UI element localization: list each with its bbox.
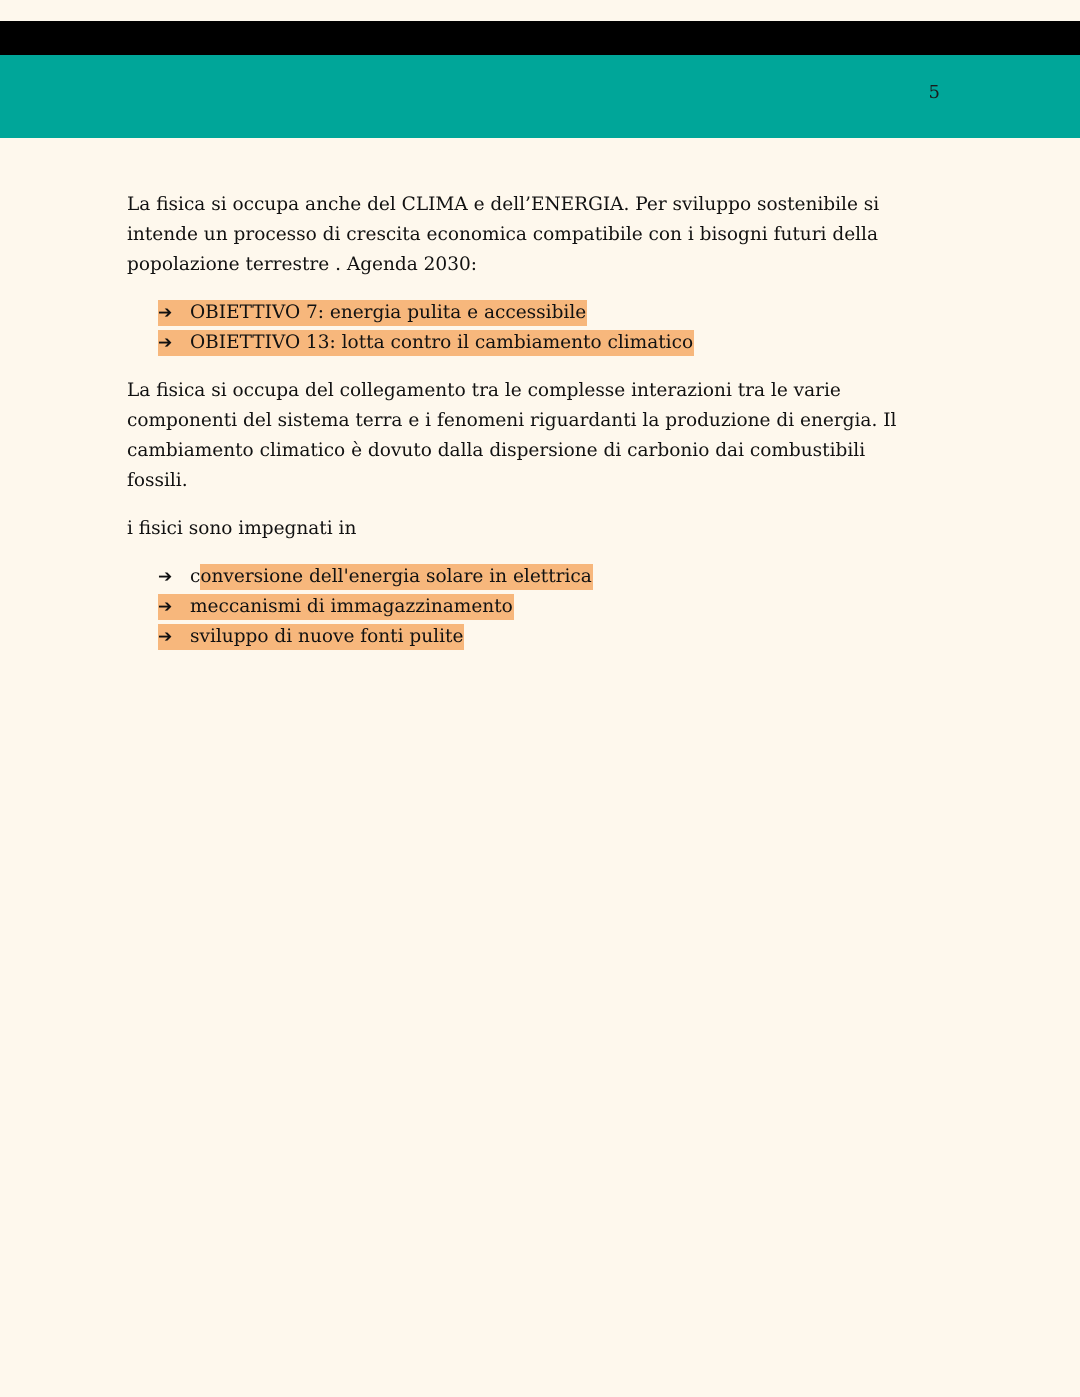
highlight (158, 330, 694, 356)
page-number: 5 (928, 82, 940, 103)
arrow-icon: ➔ (158, 597, 173, 617)
list-item (158, 562, 927, 592)
middle-paragraph: La fisica si occupa del collegamento tra le complesse interazioni tra le varie componenti del sistema terra e i fenomeni riguardanti la produzione di energia. Il cambiamento climatico è dovuto dalla dispersione di carbonio dai combustibili fossili. (127, 380, 897, 491)
agenda-goals-list (127, 298, 927, 358)
highlight (158, 594, 514, 620)
activity-first-letter: c (190, 566, 201, 587)
intro-paragraph: La fisica si occupa anche del CLIMA e dell’ENERGIA. Per sviluppo sostenibile si intende un processo di crescita economica compatibile con i bisogni futuri della popolazione terrestre . Agenda 2030: (127, 194, 880, 275)
highlight (158, 624, 464, 650)
arrow-icon: ➔ (158, 303, 173, 323)
activity-text: meccanismi di immagazzinamento (190, 596, 513, 617)
goal-text: OBIETTIVO 7: energia pulita e accessibile (190, 302, 587, 323)
activity-text: sviluppo di nuove fonti pulite (190, 626, 464, 647)
activity-text: onversione dell'energia solare in elettrica (200, 564, 592, 590)
arrow-icon: ➔ (158, 627, 173, 647)
list-item (158, 328, 927, 358)
arrow-icon: ➔ (158, 567, 173, 587)
header-band (0, 55, 1080, 138)
activities-list (127, 562, 927, 652)
physicists-intro: i fisici sono impegnati in (127, 518, 357, 539)
highlight (158, 300, 587, 326)
list-item (158, 592, 927, 622)
page-content (127, 190, 927, 670)
list-item (158, 622, 927, 652)
goal-text: OBIETTIVO 13: lotta contro il cambiamento climatico (190, 332, 694, 353)
top-black-bar (0, 21, 1080, 55)
arrow-icon: ➔ (158, 333, 173, 353)
list-item (158, 298, 927, 328)
